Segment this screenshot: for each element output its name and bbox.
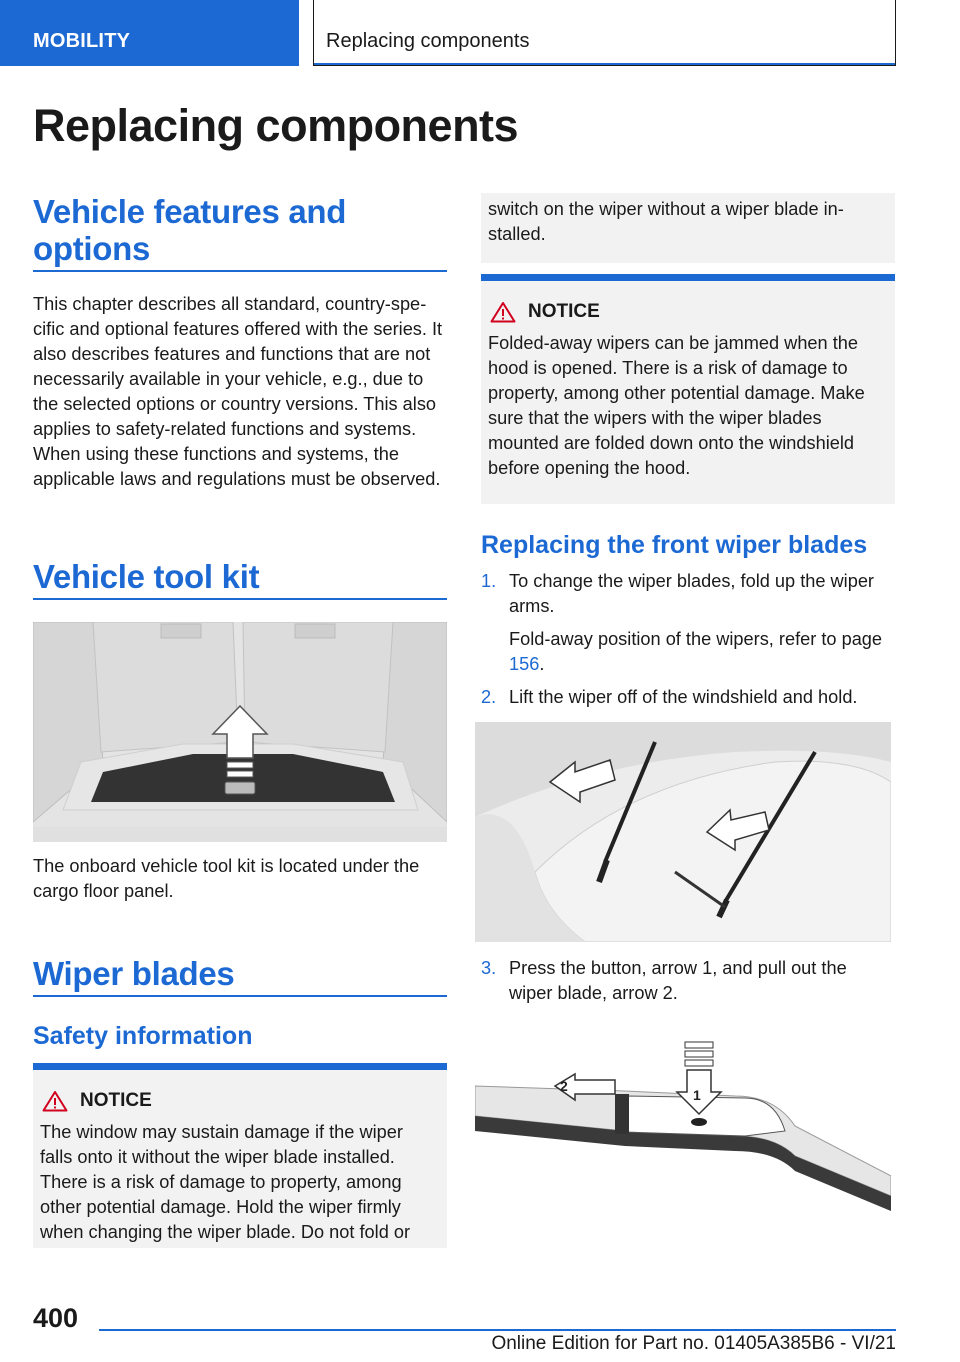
features-heading: Vehicle features and options xyxy=(33,193,347,267)
front-wiper-heading: Replacing the front wiper blades xyxy=(481,531,868,559)
warning-triangle-icon xyxy=(42,1090,68,1112)
notice-2-label: NOTICE xyxy=(528,301,600,322)
page-reference-link[interactable]: 156 xyxy=(509,654,540,674)
cargo-floor-illustration xyxy=(33,622,447,842)
page-title: Replacing components xyxy=(33,100,519,151)
cargo-floor-image xyxy=(33,622,447,842)
notice-2-header xyxy=(488,301,888,323)
footer-edition: Online Edition for Part no. 01405A385B6 - VI/21 xyxy=(491,1333,896,1354)
notice-1-header xyxy=(40,1090,440,1112)
step-1-sub-text: Fold-away position of the wipers, refer to page xyxy=(509,629,883,649)
notice-1-label: NOTICE xyxy=(80,1090,152,1111)
step-1-text: To change the wiper blades, fold up the wiper arms. xyxy=(509,571,874,616)
notice-2-text: Folded-away wipers can be jammed when the hood is opened. There is a risk of damage to property, among other potential damage. Make sure that the wipers with the wiper blades mounted are folded down onto the windshield before opening the hood. xyxy=(488,333,865,478)
figure-label-1: 1 xyxy=(693,1087,701,1103)
warning-triangle-icon xyxy=(490,301,516,323)
step-2-number: 2. xyxy=(481,687,497,707)
step-1-sub-suffix: . xyxy=(539,654,545,674)
footer-rule xyxy=(99,1329,896,1331)
notice-box-1 xyxy=(33,1063,447,1248)
wiper-release-image xyxy=(475,1036,891,1244)
wiper-release-illustration xyxy=(475,1036,891,1244)
notice-1-continuation xyxy=(481,193,895,263)
notice-1-continuation-text: switch on the wiper without a wiper blade installed. xyxy=(488,199,844,244)
wiper-heading: Wiper blades xyxy=(33,955,235,992)
step-3-text: Press the button, arrow 1, and pull out the wiper blade, arrow 2. xyxy=(509,958,847,1003)
notice-box-2 xyxy=(481,274,895,504)
header-chapter-label: Replacing components xyxy=(326,30,530,52)
notice-1-text: The window may sustain damage if the wiper falls onto it without the wiper blade installed. There is a risk of damage to property, among other potential damage. Hold the wiper firmly when changing the wiper blade. Do not fold or xyxy=(40,1122,411,1242)
step-1-number: 1. xyxy=(481,571,497,591)
steps-list-2 xyxy=(481,956,895,1006)
header-section-tab: MOBILITY xyxy=(0,0,299,66)
steps-list-1 xyxy=(481,569,895,710)
step-3-number: 3. xyxy=(481,958,497,978)
step-1 xyxy=(481,569,895,619)
safety-heading: Safety information xyxy=(33,1022,253,1050)
step-2 xyxy=(481,685,895,710)
toolkit-heading: Vehicle tool kit xyxy=(33,558,260,595)
figure-label-2: 2 xyxy=(560,1078,568,1094)
wiper-rule xyxy=(33,995,447,997)
wiper-fold-illustration xyxy=(475,722,891,942)
toolkit-rule xyxy=(33,598,447,600)
step-3 xyxy=(481,956,895,1006)
page-number: 400 xyxy=(33,1303,79,1333)
header-chapter-tab xyxy=(313,0,896,66)
features-text: This chapter describes all standard, country-specific and optional features offered with the series. It also describes features and functions that are not necessarily available in your vehicle, e.g., due to the selected options or country versions. This also applies to safety-related functions and systems. When using these functions and systems, the applicable laws and regulations must be observed. xyxy=(33,294,443,489)
step-2-text: Lift the wiper off of the windshield and hold. xyxy=(509,687,858,707)
features-rule xyxy=(33,270,447,272)
toolkit-text: The onboard vehicle tool kit is located under the cargo floor panel. xyxy=(33,856,420,901)
wiper-fold-image xyxy=(475,722,891,942)
step-1-sub xyxy=(481,627,895,677)
